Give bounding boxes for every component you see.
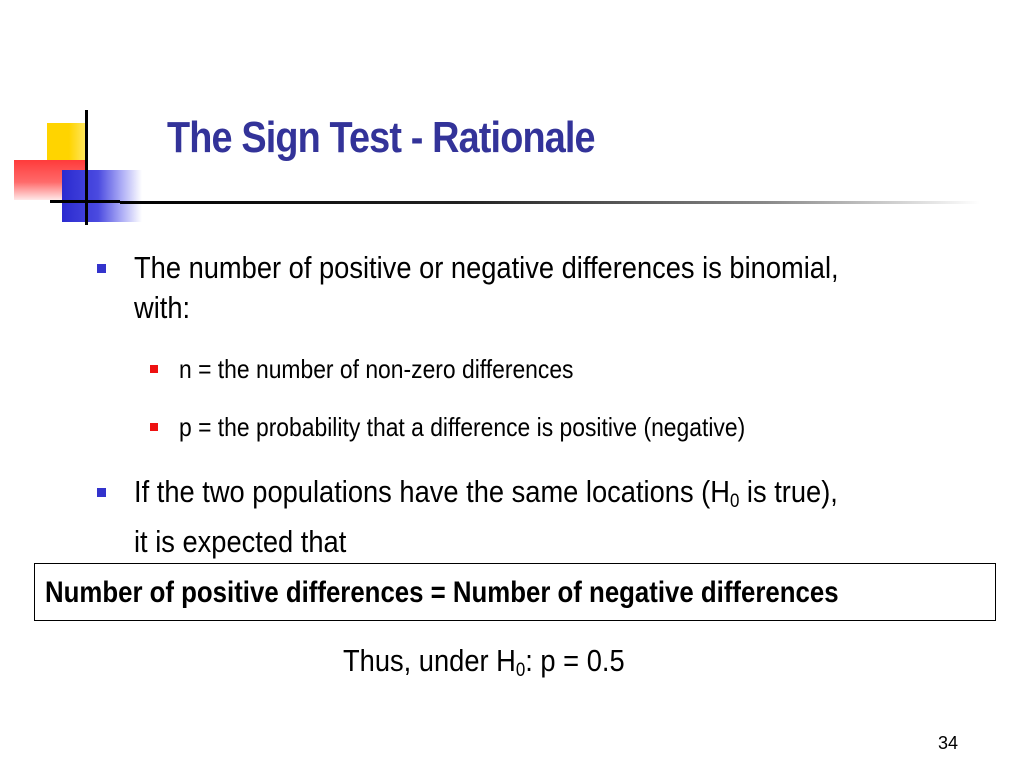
bullet-line: with: bbox=[134, 290, 191, 325]
conclusion-part: Thus, under H bbox=[343, 643, 516, 678]
sub-bullet-text: p = the probability that a difference is positive (negative) bbox=[179, 412, 746, 442]
boxed-statement-text: Number of positive differences = Number of negative differences bbox=[45, 576, 839, 609]
title-underline bbox=[120, 201, 980, 204]
logo-vertical-line bbox=[85, 110, 88, 225]
slide-title: The Sign Test - Rationale bbox=[167, 113, 595, 162]
bullet-text bbox=[134, 472, 908, 562]
sub-bullet-marker bbox=[150, 365, 158, 373]
subscript: 0 bbox=[515, 659, 526, 681]
logo-blue-square bbox=[62, 170, 142, 222]
conclusion-text bbox=[343, 643, 625, 682]
boxed-statement bbox=[34, 563, 996, 621]
logo-horizontal-line bbox=[50, 200, 120, 203]
bullet-line-part: is true), bbox=[739, 474, 838, 509]
subscript: 0 bbox=[729, 490, 740, 512]
bullet-line bbox=[134, 472, 908, 522]
sub-bullet-text: n = the number of non-zero differences bbox=[179, 354, 574, 384]
bullet-line-part: If the two populations have the same locations (H bbox=[134, 474, 730, 509]
bullet-text bbox=[134, 248, 908, 328]
sub-bullet-marker bbox=[150, 423, 158, 431]
bullet-marker bbox=[97, 264, 106, 273]
bullet-line: The number of positive or negative differences is binomial, bbox=[134, 250, 839, 285]
page-number: 34 bbox=[938, 733, 959, 753]
bullet-marker bbox=[97, 488, 106, 497]
conclusion-part: : p = 0.5 bbox=[525, 643, 625, 678]
bullet-line: it is expected that bbox=[134, 523, 347, 559]
